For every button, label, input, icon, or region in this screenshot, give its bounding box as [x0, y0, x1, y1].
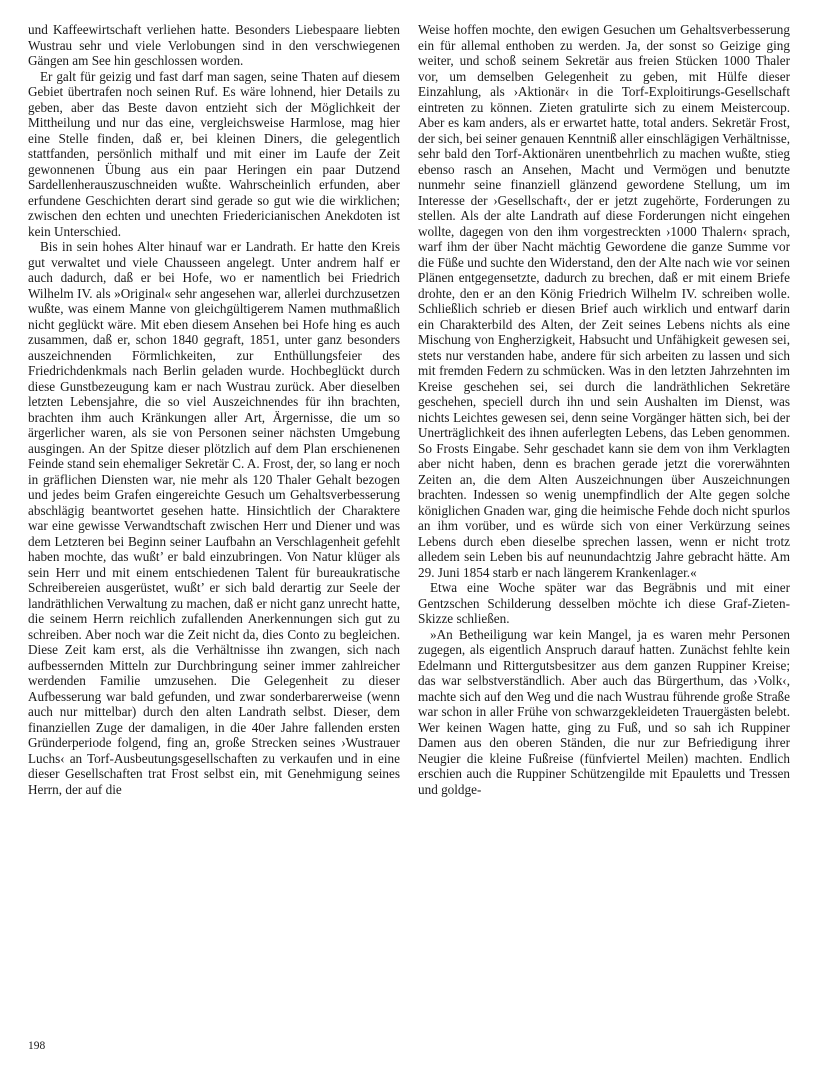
- paragraph: »An Betheiligung war kein Mangel, ja es waren mehr Personen zugegen, als eigentlich Anspruch darauf hatten. Zunächst fehlte kein Edelmann und Rittergutsbesitzer aus dem ganzen Ruppiner Kreise; das war selbstverständlich. Aber auch das Bürgerthum, das ›Volk‹, machte sich auf den Weg und die nach Wustrau führende große Straße war schon in aller Frühe von schwarzgekleideten Trauergästen belebt. Wer keinen Wagen hatte, ging zu Fuß, und so sah ich Ruppiner Damen aus den oberen Ständen, die nur zur Befriedigung ihrer Neugier die kleine Fußreise (fünfviertel Meilen) machten. Endlich erschien auch die Ruppiner Schützengilde mit Epauletts und Tressen und goldge-: [418, 626, 790, 797]
- right-column: [418, 22, 790, 1040]
- page-number: 198: [28, 1040, 46, 1052]
- paragraph: Etwa eine Woche später war das Begräbnis und mit einer Gentzschen Schilderung desselben möchte ich diese Graf-Zieten-Skizze schließen.: [418, 580, 790, 626]
- left-column: [28, 22, 400, 1040]
- paragraph: Er galt für geizig und fast darf man sagen, seine Thaten auf diesem Gebiet übertrafen noch seinen Ruf. Es wäre lohnend, hier Details zu geben, aber das Beste davon entzieht sich der Möglichkeit der Mittheilung und nur das eine, vergleichsweise Harmlose, mag hier eine Stelle finden, daß er, bei kleinen Diners, die gelegentlich stattfanden, persönlich mithalf und mit einer im Laufe der Zeit gewonnenen Übung aus ein paar Heringen ein paar Dutzend Sardellenherauszuschneiden wußte. Wahrscheinlich erfunden, aber erfundene Geschichten derart sind gerade so gut wie die wirklichen; zwischen den echten und unechten Friedericianischen Anekdoten ist kein Unterschied.: [28, 68, 400, 239]
- paragraph: Bis in sein hohes Alter hinauf war er Landrath. Er hatte den Kreis gut verwaltet und viele Chausseen angelegt. Unter andrem half er auch dadurch, daß er bei Hofe, wo er namentlich bei Friedrich Wilhelm IV. als »Original« sehr angesehen war, allerlei durchzusetzen wußte, was einem Manne von gleichgültigerem Namen muthmaßlich nicht geglückt wäre. Mit eben diesem Ansehen bei Hofe hing es auch zusammen, daß er, schon 1840 gegraft, 1851, unter ganz besonders auszeichnenden Förmlichkeiten, zur Enthüllungsfeier des Friedrichdenkmals nach Berlin geladen wurde. Hochbeglückt durch diese Gunstbezeugung kam er nach Wustrau zurück. Aber dieselben letzten Lebensjahre, die so viel Auszeichnendes für ihn brachten, brachten ihm auch Kränkungen aller Art, Ärgernisse, die um so ärgerlicher waren, als sie von Personen seiner nächsten Umgebung ausgingen. An der Spitze dieser plötzlich auf dem Plan erschienenen Feinde stand sein ehemaliger Sekretär C. A. Frost, der, so lang er noch in gräflichen Diensten war, nie mehr als 120 Thaler Gehalt bezogen und jedes beim Grafen eingereichte Gesuch um Gehaltsverbesserung abschlägig beantwortet gesehen hatte. Hinsichtlich der Charaktere war eine gewisse Verwandtschaft zwischen Herr und Diener und was dem Letzteren bei Beginn seiner Laufbahn an Verschlagenheit gefehlt haben mochte, das wußt’ er bald einzubringen. Von Natur klüger als sein Herr und mit einem entschiedenen Talent für bureaukratische Schreibereien ausgerüstet, wußt’ er sich bald derartig zur Seele der landräthlichen Verwaltung zu machen, daß er nicht ganz unrecht hatte, die seinem Herrn reichlich zufallenden Anerkennungen sich gut zu schreiben. Aber noch war die Zeit nicht da, dies Conto zu begleichen. Diese Zeit kam erst, als die Verhältnisse ihn zwangen, sich nach aufbessernden Mitteln zur Durchbringung seiner immer zahlreicher werdenden Familie umzusehen. Die Gelegenheit zu dieser Aufbesserung war bald gefunden, und zwar sonderbarerweise (wenn auch nur mittelbar) durch den alten Landrath selbst. Dieser, dem finanziellen Zuge der damaligen, in die 40er Jahre fallenden ersten Gründerperiode folgend, fing an, große Strecken seines ›Wustrauer Luchs‹ an Torf-Ausbeutungsgesellschaften zu verkaufen und in eine dieser Gesellschaften trat Frost selbst ein, mit Genehmigung seines Herrn, der auf die: [28, 239, 400, 797]
- paragraph: Weise hoffen mochte, den ewigen Gesuchen um Gehaltsverbesserung ein für allemal enthoben zu werden. Ja, der sonst so Geizige ging weiter, und schoß seinem Sekretär aus freien Stücken 1000 Thaler vor, um demselben Gelegenheit zu geben, mit Hülfe dieser Einzahlung, als ›Aktionär‹ in die Torf-Exploitirungs-Gesellschaft eintreten zu können. Zieten gratulirte sich zu einem Meistercoup. Aber es kam anders, als er erwartet hatte, total anders. Sekretär Frost, der sich, bei seiner genauen Kenntniß aller einschlägigen Verhältnisse, sehr bald den Torf-Aktionären unentbehrlich zu machen wußte, stieg ebenso rasch an Ansehen, Macht und Vermögen und benutzte nunmehr seine finanziell glänzend gewordene Stellung, um im Interesse der ›Gesellschaft‹, der er jetzt zugehörte, Forderungen zu stellen. Als der alte Landrath auf diese Forderungen nicht eingehen wollte, dagegen von den ihm vorgestreckten ›1000 Thalern‹ sprach, warf ihm der über Nacht mächtig Gewordene die ganze Summe vor die Füße und suchte den Widerstand, den der Alte nach wie vor seinen Plänen entgegensetzte, dadurch zu brechen, daß er mit einem Briefe drohte, den er an den König Friedrich Wilhelm IV. schreiben wolle. Schließlich schrieb er diesen Brief auch wirklich und entwarf darin ein Charakterbild des Alten, der Zeit seines Lebens nichts als eine Mischung von Engherzigkeit, Habsucht und Unfähigkeit gewesen sei, stets nur verstanden habe, andere für sich arbeiten zu lassen und sich mit fremden Federn zu schmücken. Was in den letzten Jahrzehnten im Kreise geschehen sei, sei durch die landräthlichen Sekretäre geschehen, speciell durch ihn und sein Aushalten im Dienst, was nichts Leichtes gewesen sei, denn seine Vorgänger hätten sich, bei der Unerträglichkeit des ihnen auferlegten Lebens, das Leben genommen. So Frosts Eingabe. Sehr geschadet kann sie dem von ihm Verklagten aber nicht haben, denn es brachen gerade jetzt die vorerwähnten Zeiten an, die dem Alten Auszeichnungen über Auszeichnungen brachten. Indessen so wenig unempfindlich der Alte gegen solche königlichen Gnaden war, ging die heimische Fehde doch nicht spurlos an ihm vorüber, und es würde sich von einer Verkürzung seines Lebens durch eben dieselbe sprechen lassen, wenn er nicht trotz alledem sein Leben bis auf neunundachtzig Jahre gebracht hätte. Am 29. Juni 1854 starb er nach längerem Krankenlager.«: [418, 22, 790, 580]
- book-page: [28, 22, 791, 1040]
- paragraph: und Kaffeewirtschaft verliehen hatte. Besonders Liebespaare liebten Wustrau sehr und viele Verlobungen sind in den verschwiegenen Gängen am See hin geschlossen worden.: [28, 22, 400, 68]
